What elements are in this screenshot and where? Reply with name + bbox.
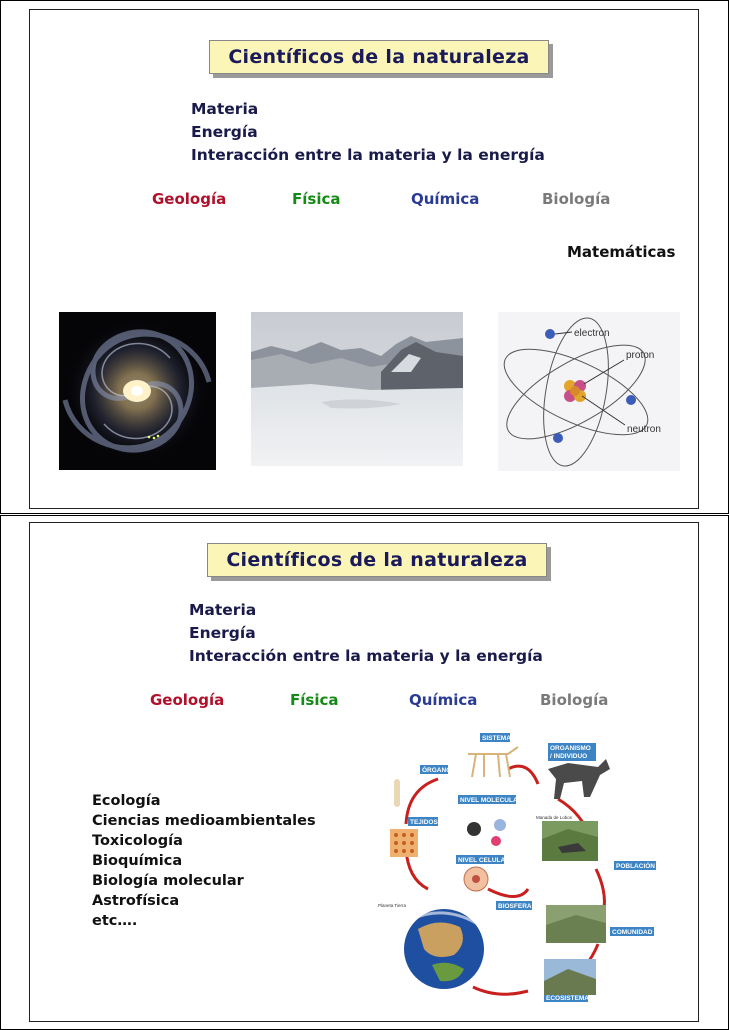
slide-1-title: Científicos de la naturaleza <box>209 40 549 74</box>
concept-item: Materia <box>191 100 259 118</box>
slide-1-title-box <box>209 40 549 74</box>
label-comunidad: COMUNIDAD <box>612 929 653 936</box>
label-manada: Manada de Lobos <box>536 815 573 820</box>
discipline-fisica: Física <box>290 691 339 709</box>
atom-label-neutron: neutron <box>627 424 661 435</box>
science-item: Bioquímica <box>92 853 183 869</box>
science-item: Toxicología <box>92 833 183 849</box>
discipline-geologia: Geología <box>152 190 227 208</box>
slide-2 <box>29 522 699 1022</box>
science-item: etc…. <box>92 913 138 929</box>
discipline-fisica: Física <box>292 190 341 208</box>
sciences-list <box>92 791 316 931</box>
science-item: Ciencias medioambientales <box>92 813 316 829</box>
page-1 <box>0 0 729 514</box>
science-item: Astrofísica <box>92 893 180 909</box>
label-tejidos: TEJIDOS <box>410 819 438 826</box>
page-2 <box>0 515 729 1030</box>
label-organo: ÓRGANO <box>422 767 452 774</box>
discipline-matematicas: Matemáticas <box>567 243 676 261</box>
slide-1 <box>29 9 699 509</box>
label-ecosistema: ECOSISTEMA <box>546 995 589 1002</box>
concept-item: Materia <box>189 601 257 619</box>
slide-2-title: Científicos de la naturaleza <box>207 543 547 577</box>
concept-item: Interacción entre la materia y la energía <box>191 146 545 164</box>
concept-item: Energía <box>191 123 258 141</box>
label-nivel-celular: NIVEL CELULAR <box>458 857 510 864</box>
discipline-biologia: Biología <box>540 691 609 709</box>
atom-label-proton: proton <box>626 350 655 361</box>
discipline-biologia: Biología <box>542 190 611 208</box>
atom-label-electron: electron <box>574 328 610 339</box>
label-poblacion: POBLACIÓN <box>616 863 655 870</box>
snow-landscape-image <box>251 312 463 466</box>
slide-2-concepts <box>189 599 543 668</box>
slide-2-title-box <box>207 543 547 577</box>
label-organismo: ORGANISMO <box>550 745 591 752</box>
science-item: Biología molecular <box>92 873 244 889</box>
label-sistema: SISTEMA <box>482 735 511 742</box>
label-planeta: Planeta Tierra <box>378 903 407 908</box>
discipline-quimica: Química <box>411 190 480 208</box>
discipline-quimica: Química <box>409 691 478 709</box>
science-item: Ecología <box>92 793 161 809</box>
discipline-geologia: Geología <box>150 691 225 709</box>
label-biosfera: BIOSFERA <box>498 903 532 910</box>
label-nivel-molecular: NIVEL MOLECULAR <box>460 797 523 804</box>
organization-levels-diagram <box>368 729 655 1005</box>
concept-item: Interacción entre la materia y la energía <box>189 647 543 665</box>
atom-diagram-image <box>498 312 680 471</box>
galaxy-image <box>59 312 216 470</box>
label-individuo: / INDIVIDUO <box>550 753 588 760</box>
slide-1-concepts <box>191 98 545 167</box>
concept-item: Energía <box>189 624 256 642</box>
